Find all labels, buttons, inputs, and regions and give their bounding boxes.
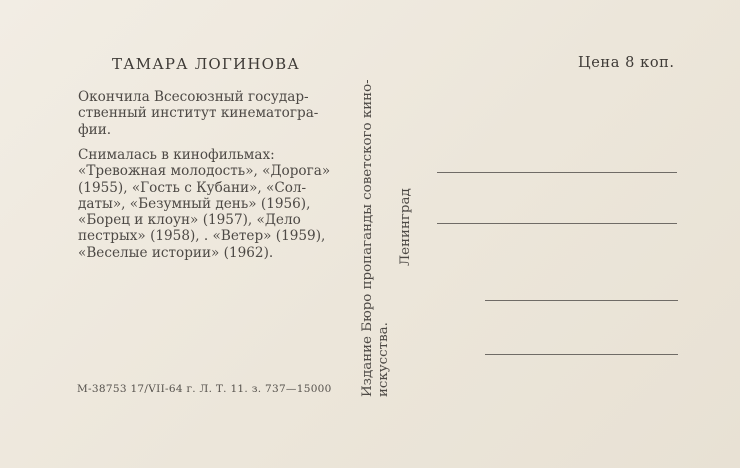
films-line: пестрых» (1958), . «Ветер» (1959), bbox=[78, 228, 326, 245]
publisher-city: Ленинград bbox=[398, 188, 413, 266]
address-line bbox=[485, 300, 678, 301]
publisher-line-1: Издание Бюро пропаганды советского кино- bbox=[360, 79, 375, 397]
films-line: Снималась в кинофильмах: bbox=[78, 147, 275, 163]
films-line: даты», «Безумный день» (1956), bbox=[78, 195, 311, 212]
films-line: (1955), «Гость с Кубани», «Сол- bbox=[78, 179, 307, 196]
print-imprint: М-38753 17/VII-64 г. Л. Т. 11. з. 737—15000 bbox=[77, 383, 332, 395]
filmography-paragraph bbox=[78, 147, 343, 261]
address-line bbox=[485, 354, 678, 355]
bio-line: Окончила Всесоюзный государ- bbox=[78, 89, 309, 105]
biography-paragraph bbox=[78, 89, 343, 138]
films-line: «Тревожная молодость», «Дорога» bbox=[78, 163, 331, 180]
actress-name-title: ТАМАРА ЛОГИНОВА bbox=[112, 55, 300, 73]
address-line bbox=[437, 172, 677, 173]
bio-line: ственный институт кинематогра- bbox=[78, 105, 319, 122]
films-line: «Веселые истории» (1962). bbox=[78, 244, 274, 261]
films-line: «Борец и клоун» (1957), «Дело bbox=[78, 212, 301, 229]
bio-line: фии. bbox=[78, 121, 112, 138]
publisher-line-2: искусства. bbox=[376, 322, 391, 397]
address-line bbox=[437, 223, 677, 224]
price-label: Цена 8 коп. bbox=[578, 55, 675, 71]
